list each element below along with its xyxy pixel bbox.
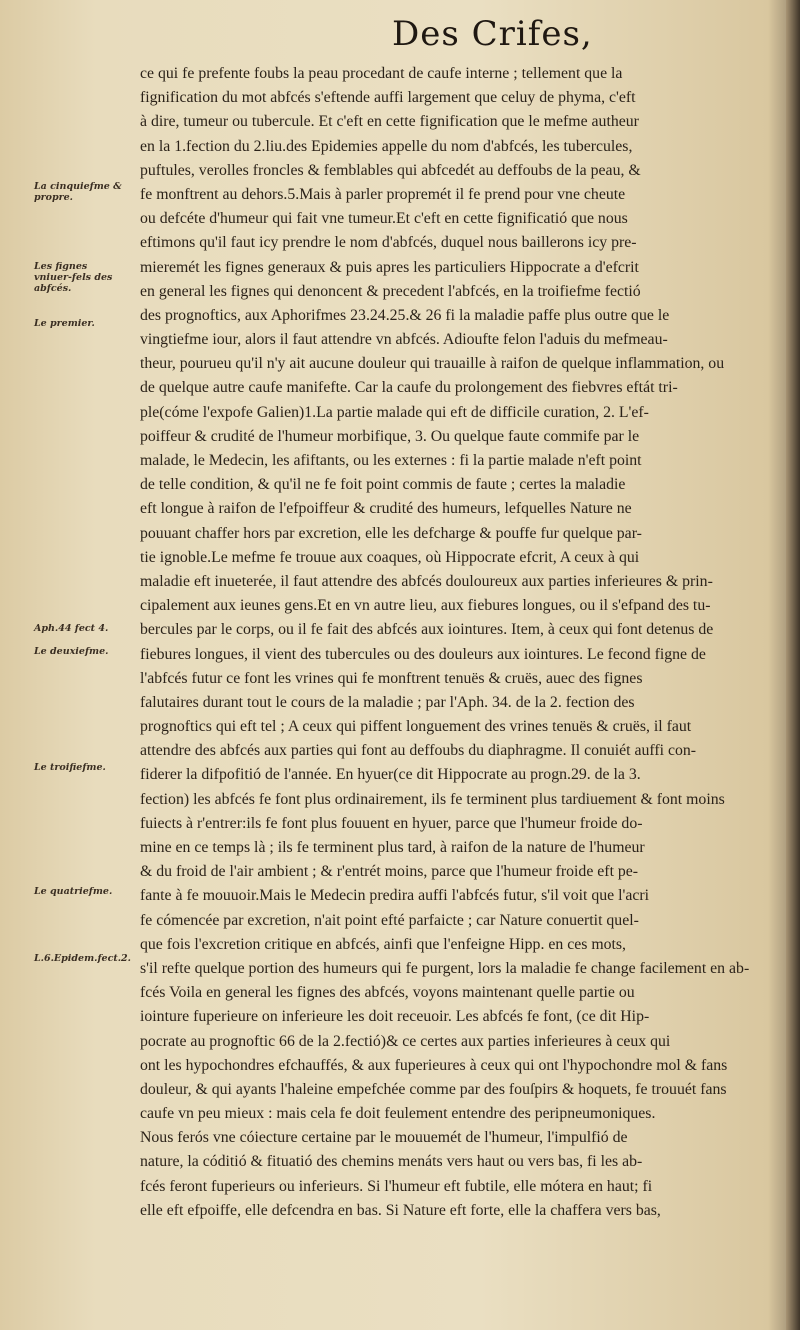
running-header: Des Crifes, (392, 14, 593, 54)
margin-note: Le deuxiefme. (34, 646, 109, 657)
text-line: iointure fuperieure on inferieure les doit receuoir. Les abfcés fe font, (ce dit Hip- (140, 1008, 650, 1026)
text-line: ce qui fe prefente foubs la peau procedant de caufe interne ; tellement que la (140, 65, 623, 82)
text-line: falutaires durant tout le cours de la maladie ; par l'Aph. 34. de la 2. fection des (140, 693, 635, 711)
text-line: fiderer la difpofitió de l'année. En hyuer(ce dit Hippocrate au progn.29. de la 3. (140, 766, 641, 784)
text-line: cipalement aux ieunes gens.Et en vn autre lieu, aux fiebures longues, ou il s'efpand des tu- (140, 597, 711, 615)
text-line: elle eft efpoiffe, elle defcendra en bas. Si Nature eft forte, elle la chaffera vers bas, (140, 1201, 661, 1219)
text-line: pouuant chaffer hors par excretion, elle les defcharge & pouffe fur quelque par- (140, 524, 642, 542)
margin-note: Les fignes vniuer-fels des abfcés. (34, 261, 113, 294)
text-line: fcés feront fuperieurs ou inferieurs. Si l'humeur eft fubtile, elle mótera en haut; fi (140, 1177, 653, 1195)
text-line: de quelque autre caufe manifefte. Car la caufe du prolongement des fiebvres eftát tri- (140, 379, 678, 397)
text-line: s'il refte quelque portion des humeurs qui fe purgent, lors la maladie fe change facilement en ab- (140, 959, 750, 977)
text-line: fuiects à r'entrer:ils fe font plus fouuent en hyuer, parce que l'humeur froide do- (140, 814, 643, 832)
text-line: poiffeur & crudité de l'humeur morbifique, 3. Ou quelque faute commife par le (140, 427, 640, 445)
text-line: nature, la códitió & fituatió des chemins menáts vers haut ou vers bas, fi les ab- (140, 1153, 643, 1171)
text-line: bercules par le corps, ou il fe fait des abfcés aux iointures. Item, à ceux qui font detenus de (140, 621, 714, 639)
text-line: vingtiefme iour, alors il faut attendre vn abfcés. Adioufte felon l'aduis du mefmeau- (140, 331, 668, 349)
text-line: tie ignoble.Le mefme fe trouue aux coaques, où Hippocrate efcrit, A ceux à qui (140, 548, 640, 566)
text-line: douleur, & qui ayants l'haleine empefchée comme par des fouſpirs & hoquets, fe trouuét fans (140, 1080, 727, 1098)
text-line: fcés Voila en general les fignes des abfcés, voyons maintenant quelle partie ou (140, 984, 635, 1002)
text-line: ou defcéte d'humeur qui fait vne tumeur.Et c'eft en cette fignificatió que nous (140, 210, 628, 228)
text-line: fe monftrent au dehors.5.Mais à parler propremét il fe prend pour vne cheute (140, 185, 626, 203)
text-line: en general les fignes qui denoncent & precedent l'abfcés, en la troifiefme fectió (140, 282, 641, 300)
margin-note: Aph.44 fect 4. (34, 623, 109, 634)
text-line: & du froid de l'air ambient ; & r'entrét moins, parce que l'humeur froide eft pe- (140, 863, 639, 881)
margin-notes (0, 0, 131, 1330)
text-line: des prognoftics, aux Aphorifmes 23.24.25.& 26 fi la maladie paffe plus outre que le (140, 306, 670, 324)
text-line: eft longue à raifon de l'efpoiffeur & crudité des humeurs, lefquelles Nature ne (140, 500, 632, 518)
text-line: pocrate au prognoftic 66 de la 2.fectió)& ce certes aux parties inferieures à ceux qui (140, 1032, 671, 1050)
margin-note: Le troifiefme. (34, 762, 106, 773)
text-line: à dire, tumeur ou tubercule. Et c'eft en cette fignification que le mefme autheur (140, 113, 639, 131)
margin-note: La cinquiefme & propre. (34, 181, 122, 203)
text-line: fante à fe mouuoir.Mais le Medecin predira auffi l'abfcés futur, s'il voit que l'acri (140, 887, 649, 905)
text-line: fection) les abfcés fe font plus ordinairement, ils fe terminent plus tardiuement & font moins (140, 790, 725, 808)
text-line: l'abfcés futur ce font les vrines qui fe monftrent tenuës & cruës, auec des fignes (140, 669, 643, 687)
text-line: de telle condition, & qu'il ne fe foit point commis de faute ; certes la maladie (140, 476, 626, 494)
page-edge (786, 0, 800, 1330)
text-line: malade, le Medecin, les afiftants, ou les externes : fi la partie malade n'eft point (140, 452, 642, 469)
body-text (140, 62, 790, 1223)
text-line: fiebures longues, il vient des tubercules ou des douleurs aux iointures. Le fecond figne de (140, 645, 706, 663)
text-line: caufe vn peu mieux : mais cela fe doit feulement entendre des peripneumoniques. (140, 1105, 656, 1123)
text-line: maladie eft inueterée, il faut attendre des abfcés douloureux aux parties inferieures & prin- (140, 572, 713, 590)
text-line: que fois l'excretion critique en abfcés, ainfi que l'enfeigne Hipp. en ces mots, (140, 935, 627, 953)
text-line: eftimons qu'il faut icy prendre le nom d'abfcés, duquel nous baillerons icy pre- (140, 234, 637, 252)
text-line: mine en ce temps là ; ils fe terminent plus tard, à raifon de la nature de l'humeur (140, 839, 645, 856)
text-line: mieremét les fignes generaux & puis apres les particuliers Hippocrate a d'efcrit (140, 258, 639, 276)
text-line: attendre des abfcés aux parties qui font au deffoubs du diaphragme. Il conuiét auffi con- (140, 742, 697, 760)
text-line: prognoftics qui eft tel ; A ceux qui piffent longuement des vrines tenuës & cruës, il faut (140, 718, 692, 736)
text-line: theur, pourueu qu'il n'y ait aucune douleur qui trauaille à raifon de quelque inflammation, ou (140, 355, 725, 373)
margin-note: L.6.Epidem.fect.2. (34, 953, 131, 964)
text-line: fe cómencée par excretion, n'ait point efté parfaicte ; car Nature conuertit quel- (140, 911, 639, 929)
text-line: Nous ferós vne cóiecture certaine par le mouuemét de l'humeur, l'impulfió de (140, 1129, 628, 1147)
margin-note: Le premier. (34, 318, 95, 329)
margin-note: Le quatriefme. (34, 886, 113, 897)
text-line: fignification du mot abfcés s'eftende auffi largement que celuy de phyma, c'eft (140, 89, 636, 107)
text-line: ont les hypochondres efchauffés, & aux fuperieures à ceux qui ont l'hypochondre mol & fans (140, 1056, 728, 1074)
text-line: ple(cóme l'expofe Galien)1.La partie malade qui eft de difficile curation, 2. L'ef- (140, 403, 649, 421)
text-line: puftules, verolles froncles & femblables qui abfcedét au deffoubs de la peau, & (140, 161, 641, 179)
text-line: en la 1.fection du 2.liu.des Epidemies appelle du nom d'abfcés, les tubercules, (140, 137, 633, 155)
